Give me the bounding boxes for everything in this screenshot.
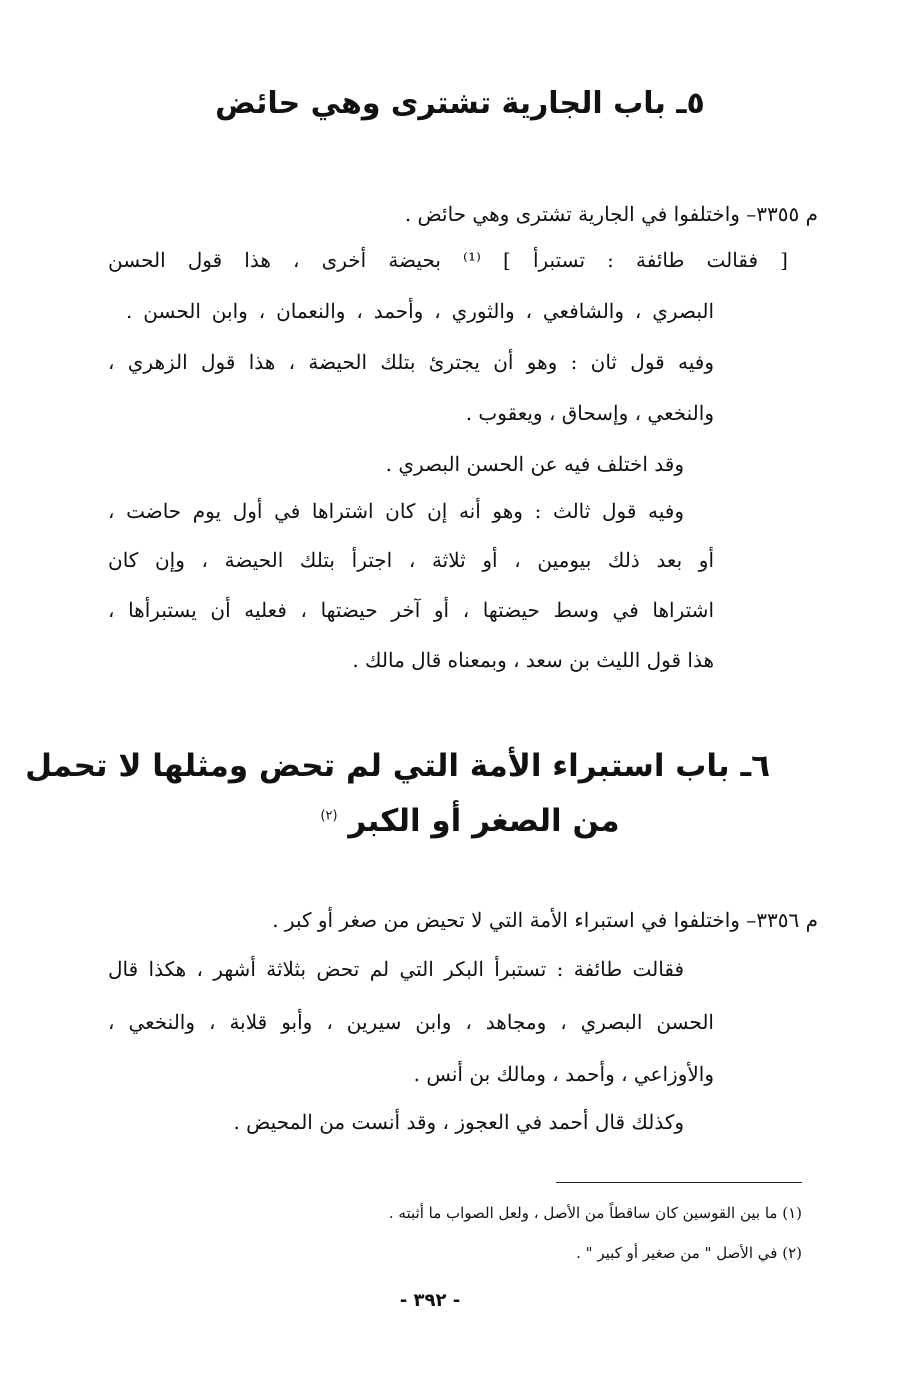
section-6-heading-line-2 — [280, 803, 660, 839]
section-6-footnote-marker: (٢) — [320, 808, 338, 824]
entry-3356-line-5: وكذلك قال أحمد في العجوز ، وقد أنست من المحيض . — [233, 1110, 684, 1134]
entry-3356-line-2: فقالت طائفة : تستبرأ البكر التي لم تحض بثلاثة أشهر ، هكذا قال — [108, 957, 684, 981]
page-number: - ٣٩٢ - — [399, 1290, 461, 1311]
entry-3356-line-3: الحسن البصري ، ومجاهد ، وابن سيرين ، وأبو قلابة ، والنخعي ، — [108, 1010, 714, 1034]
entry-3355-line-4: وفيه قول ثان : وهو أن يجترئ بتلك الحيضة ، هذا قول الزهري ، — [108, 350, 714, 374]
entry-3355-line-10: هذا قول الليث بن سعد ، وبمعناه قال مالك . — [352, 648, 714, 672]
entry-3355-line-1: م ٣٣٥٥– واختلفوا في الجارية تشترى وهي حائض . — [404, 202, 818, 226]
entry-3356-line-4: والأوزاعي ، وأحمد ، ومالك بن أنس . — [413, 1062, 714, 1086]
footnote-1: (١) ما بين القوسين كان ساقطاً من الأصل ، ولعل الصواب ما أثبته . — [388, 1204, 802, 1222]
section-6-heading-line-2-text: من الصغر أو الكبر — [348, 803, 620, 839]
entry-3355-line-6: وقد اختلف فيه عن الحسن البصري . — [385, 452, 684, 476]
entry-3356-line-1: م ٣٣٥٦– واختلفوا في استبراء الأمة التي لا تحيض من صغر أو كبر . — [272, 908, 818, 932]
entry-3355-line-3: البصري ، والشافعي ، والثوري ، وأحمد ، والنعمان ، وابن الحسن . — [126, 299, 714, 323]
entry-3355-line-8: أو بعد ذلك بيومين ، أو ثلاثة ، اجترأ بتلك الحيضة ، وإن كان — [108, 548, 714, 572]
footnote-separator — [556, 1182, 802, 1183]
footnote-2: (٢) في الأصل " من صغير أو كبير " . — [576, 1244, 802, 1262]
entry-3355-line-9: اشتراها في وسط حيضتها ، أو آخر حيضتها ، فعليه أن يستبرأها ، — [108, 598, 714, 622]
entry-3355-line-7: وفيه قول ثالث : وهو أنه إن كان اشتراها في أول يوم حاضت ، — [108, 499, 684, 523]
entry-3355-line-5: والنخعي ، وإسحاق ، ويعقوب . — [465, 401, 714, 425]
section-5-heading: ٥ـ باب الجارية تشترى وهي حائض — [215, 86, 705, 121]
section-6-heading-line-1: ٦ـ باب استبراء الأمة التي لم تحض ومثلها لا تحمل — [25, 748, 770, 784]
entry-3355-line-2: [ فقالت طائفة : تستبرأ ] ⁽¹⁾ بحيضة أخرى ، هذا قول الحسن — [108, 248, 788, 272]
